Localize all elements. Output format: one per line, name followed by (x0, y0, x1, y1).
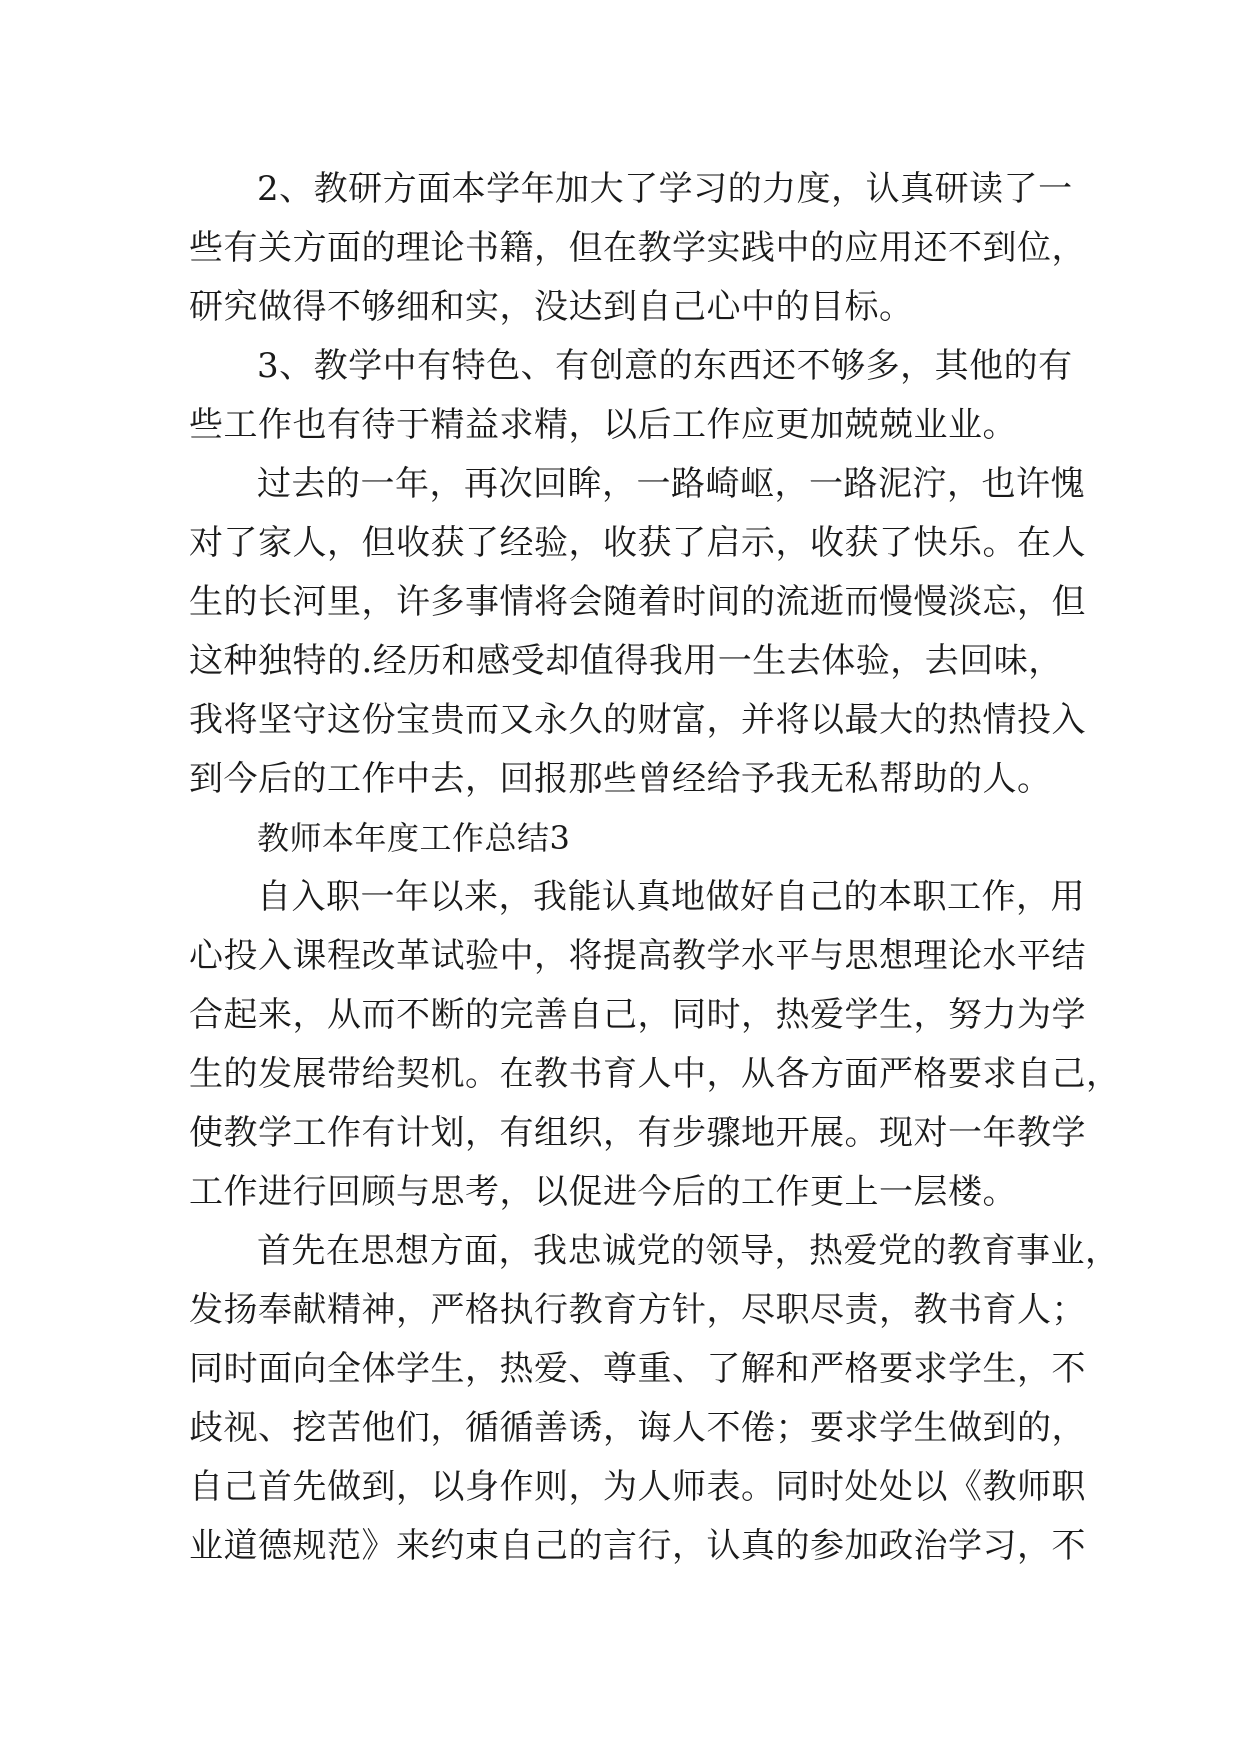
paragraph-line: 同时面向全体学生，热爱、尊重、了解和严格要求学生，不 (189, 1349, 1086, 1389)
paragraph-line: 业道德规范》来约束自己的言行，认真的参加政治学习，不 (189, 1526, 1086, 1566)
paragraph-line: 自己首先做到，以身作则，为人师表。同时处处以《教师职 (189, 1467, 1086, 1507)
paragraph-line: 心投入课程改革试验中，将提高教学水平与思想理论水平结 (189, 936, 1086, 976)
paragraph-line: 使教学工作有计划，有组织，有步骤地开展。现对一年教学 (189, 1113, 1086, 1153)
paragraph-line: 生的发展带给契机。在教书育人中，从各方面严格要求自己， (189, 1054, 1121, 1094)
paragraph-line: 对了家人，但收获了经验，收获了启示，收获了快乐。在人 (189, 523, 1086, 563)
section-heading: 教师本年度工作总结3 (257, 819, 571, 857)
document-body (189, 160, 1121, 1576)
paragraph-line: 这种独特的.经历和感受却值得我用一生去体验，去回味， (189, 641, 1063, 681)
paragraph-line: 我将坚守这份宝贵而又永久的财富，并将以最大的热情投入 (189, 700, 1086, 740)
paragraph-line: 发扬奉献精神，严格执行教育方针，尽职尽责，教书育人； (189, 1290, 1086, 1330)
paragraph-line: 生的长河里，许多事情将会随着时间的流逝而慢慢淡忘，但 (189, 582, 1086, 622)
paragraph-line: 2、教研方面本学年加大了学习的力度，认真研读了一 (257, 169, 1073, 209)
paragraph-line: 3、教学中有特色、有创意的东西还不够多，其他的有 (257, 346, 1073, 386)
paragraph-line: 歧视、挖苦他们，循循善诱，诲人不倦；要求学生做到的， (189, 1408, 1086, 1448)
paragraph-line: 研究做得不够细和实，没达到自己心中的目标。 (189, 287, 914, 327)
paragraph-line: 自入职一年以来，我能认真地做好自己的本职工作，用 (257, 877, 1085, 917)
paragraph-line: 合起来，从而不断的完善自己，同时，热爱学生，努力为学 (189, 995, 1086, 1035)
paragraph-line: 首先在思想方面，我忠诚党的领导，热爱党的教育事业， (257, 1231, 1120, 1271)
paragraph-line: 些有关方面的理论书籍，但在教学实践中的应用还不到位， (189, 228, 1086, 268)
paragraph-line: 些工作也有待于精益求精，以后工作应更加兢兢业业。 (189, 405, 1017, 445)
paragraph-line: 工作进行回顾与思考，以促进今后的工作更上一层楼。 (189, 1172, 1017, 1212)
paragraph-line: 过去的一年，再次回眸，一路崎岖，一路泥泞，也许愧 (257, 464, 1085, 504)
paragraph-line: 到今后的工作中去，回报那些曾经给予我无私帮助的人。 (189, 759, 1052, 799)
